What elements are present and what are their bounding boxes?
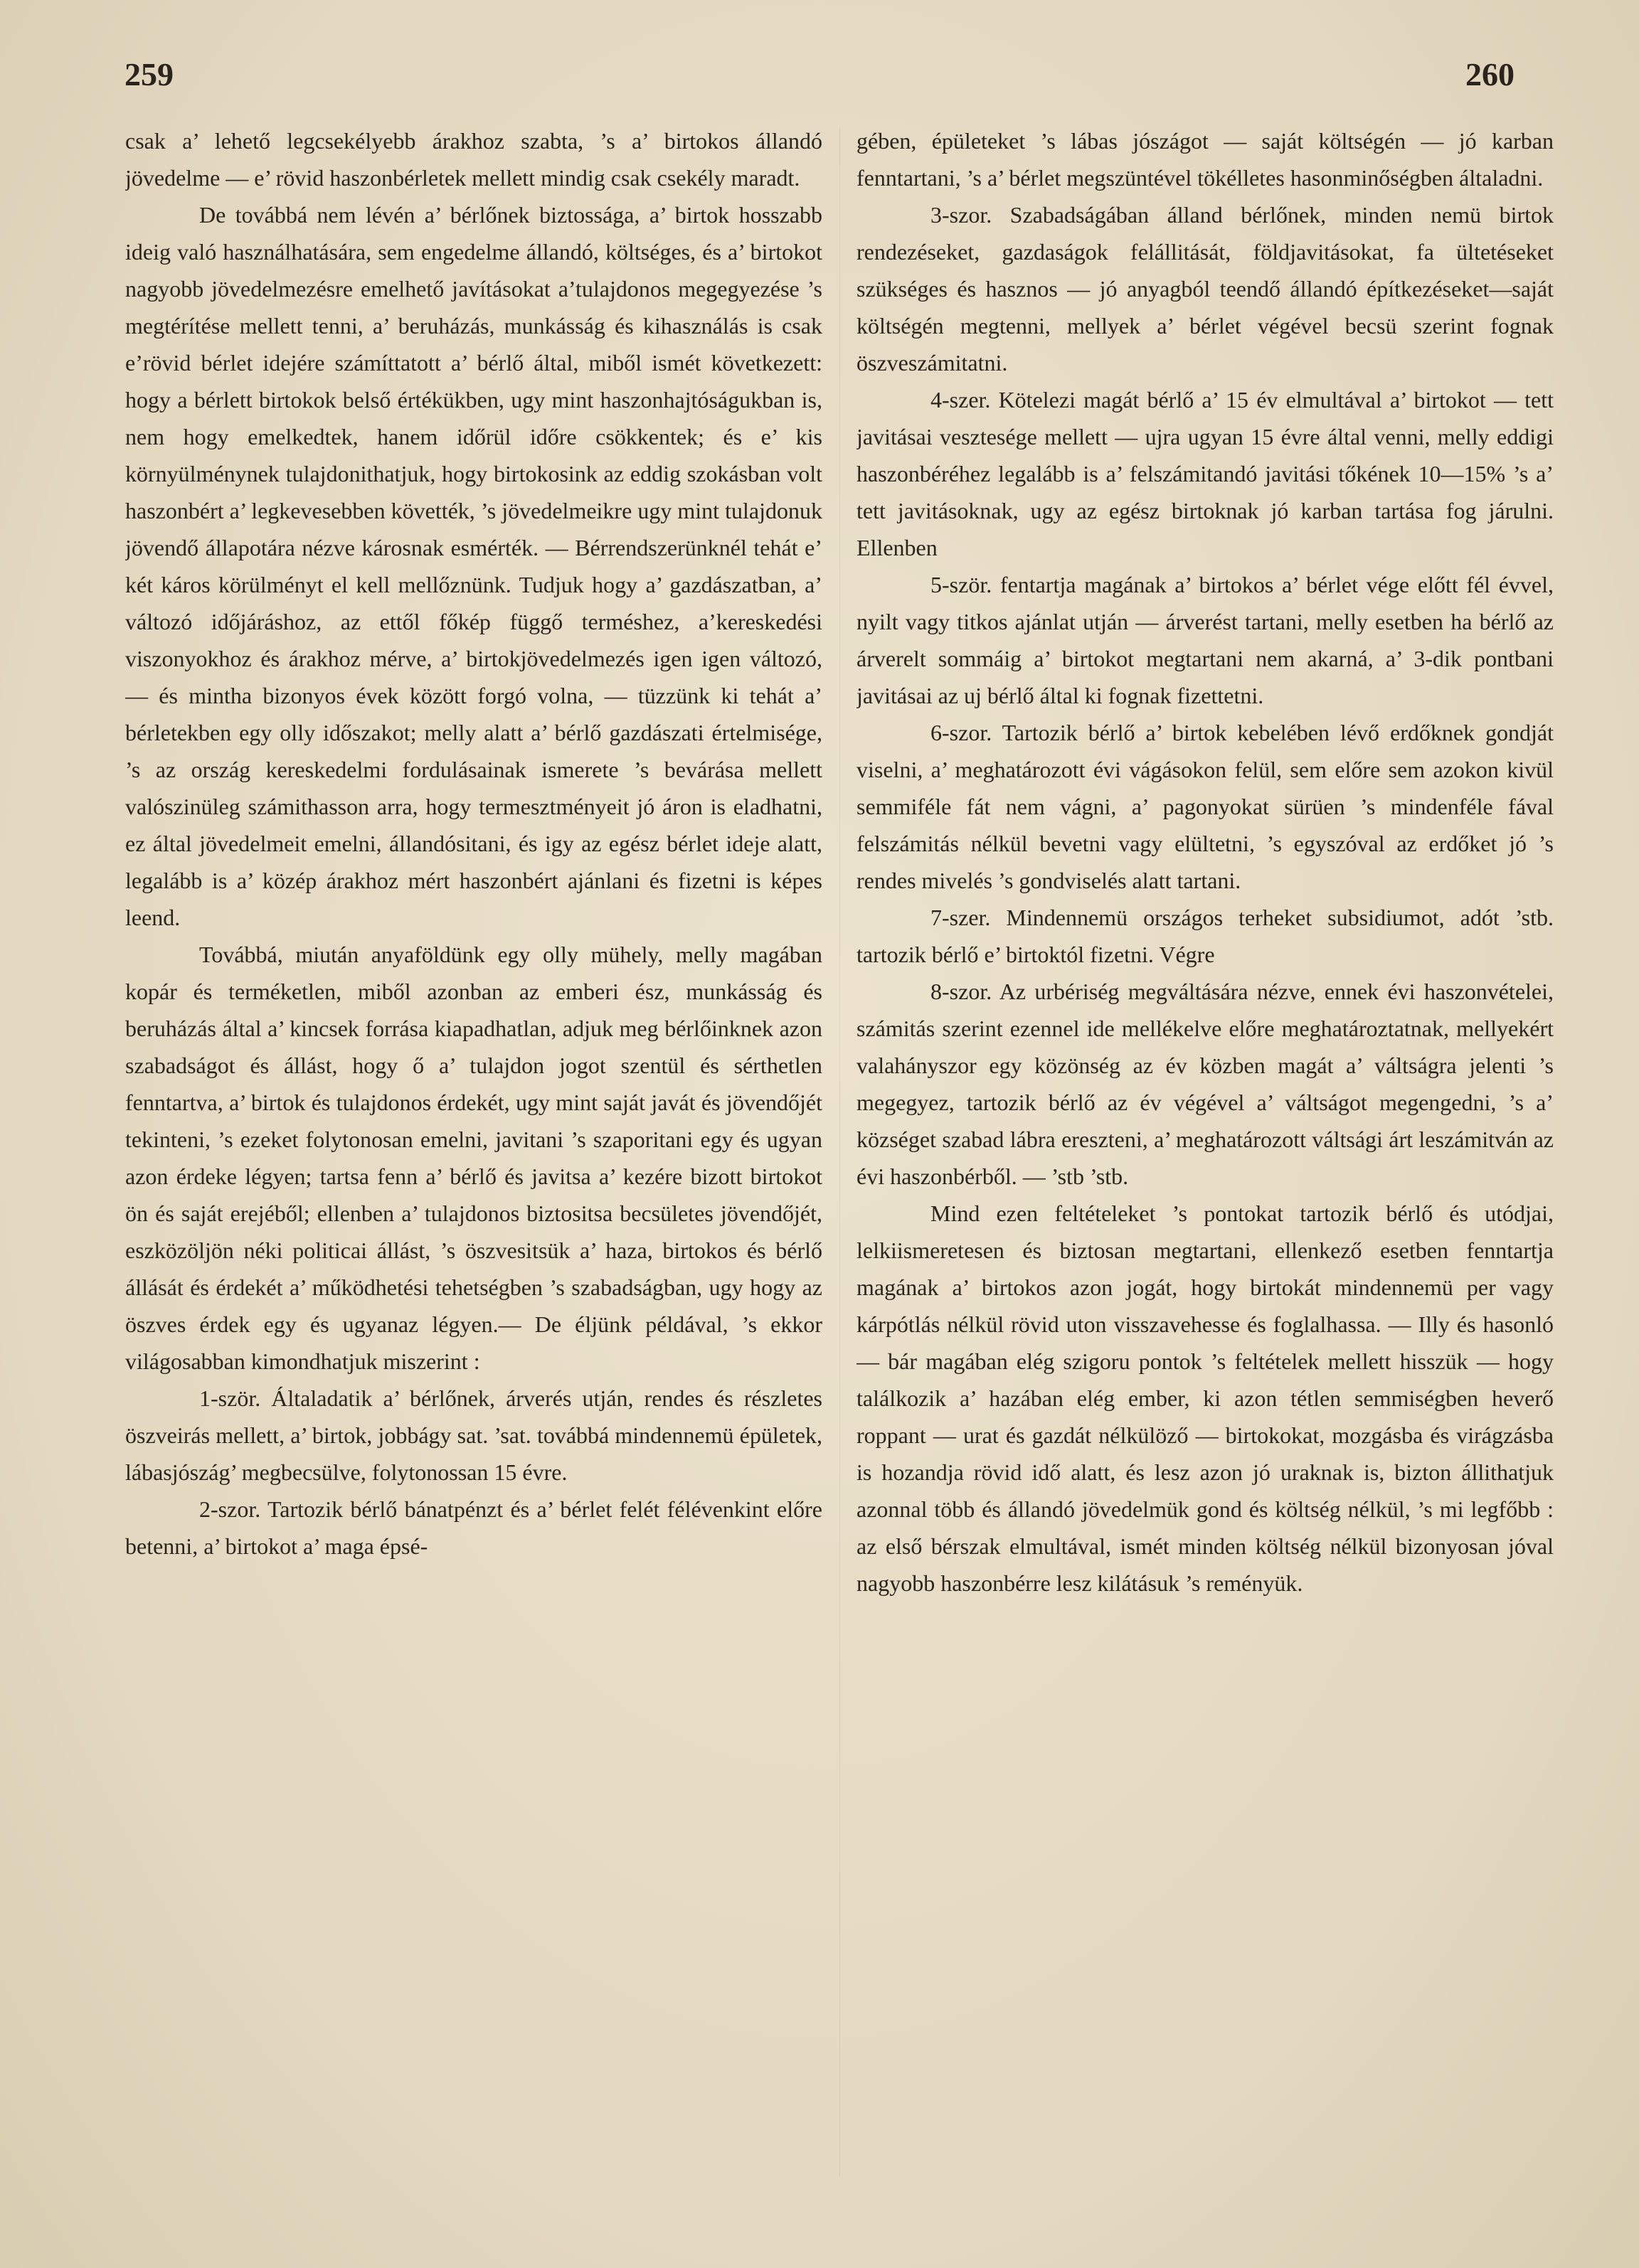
paragraph: 4-szer. Kötelezi magát bérlő a’ 15 év elmultával a’ birtokot — tett javitásai vesztesége mellett — ujra ugyan 15 évre által venni, melly eddigi haszonbéréhez legalább is a’ felszámitandó javitási tőkének 10—15% ’s a’ tett javitásoknak, ugy az egész birtoknak jó karban tartása fog járulni. Ellenben bbox=[856, 387, 1554, 560]
paragraph: 8-szor. Az urbériség megváltására nézve, ennek évi haszonvételei, számitás szerint ezennel ide mellékelve előre meghatároztatnak, mellyekért valahányszor egy közönség az év közben magát a’ váltságra jelenti ’s megegyez, tartozik bérlő az év végével a’ váltságot megengedni, ’s a’ községet szabad lábra ereszteni, a’ meghatározott váltsági árt leszámitván az évi haszonbérből. — ’stb ’stb. bbox=[856, 979, 1554, 1189]
paragraph: 5-ször. fentartja magának a’ birtokos a’ bérlet vége előtt fél évvel, nyilt vagy titkos ajánlat utján — árverést tartani, melly esetben ha bérlő az árverelt sommáig a’ birtokot megtartani nem akarná, a’ 3-dik pontbani javitásai az uj bérlő által ki fognak fizettetni. bbox=[856, 572, 1554, 708]
page-number-left: 259 bbox=[124, 56, 174, 92]
column-gutter bbox=[839, 128, 840, 2176]
paragraph: 1-ször. Általadatik a’ bérlőnek, árverés utján, rendes és részletes öszveirás mellett, a’ birtok, jobbágy sat. ’sat. továbbá mindennemü épületek, lábasjószág’ megbecsülve, folytonossan 15 évre. bbox=[125, 1385, 822, 1485]
paragraph: 2-szor. Tartozik bérlő bánatpénzt és a’ bérlet felét félévenkint előre betenni, a’ birtokot a’ maga épsé- bbox=[125, 1496, 822, 1559]
paragraph: 6-szor. Tartozik bérlő a’ birtok kebelében lévő erdőknek gondját viselni, a’ meghatározott évi vágásokon felül, sem előre sem azokon kivül semmiféle fát nem vágni, a’ pagonyokat sürüen ’s mindenféle fával felszámitás nélkül bevetni vagy elültetni, ’s egyszóval az erdőket jó ’s rendes mivelés ’s gondviselés alatt tartani. bbox=[856, 720, 1554, 893]
paragraph: gében, épületeket ’s lábas jószágot — saját költségén — jó karban fenntartani, ’s a’ bérlet megszüntével tökélletes hasonminőségben általadni. bbox=[856, 128, 1554, 191]
left-text-column bbox=[125, 122, 822, 2185]
page-number-right: 260 bbox=[1465, 56, 1515, 92]
paragraph: 7-szer. Mindennemü országos terheket subsidiumot, adót ’stb. tartozik bérlő e’ birtoktól fizetni. Végre bbox=[856, 905, 1554, 967]
paragraph: Mind ezen feltételeket ’s pontokat tartozik bérlő és utódjai, lelkiismeretesen és biztosan megtartani, ellenkező esetben fenntartja magának a’ birtokos azon jogát, hogy birtokát mindennemü per vagy kárpótlás nélkül rövid uton visszavehesse és foglalhassa. — Illy és hasonló — bár magában elég szigoru pontok ’s feltételek mellett hisszük — hogy találkozik a’ hazában elég ember, ki azon tétlen semmiségben heverő roppant — urat és gazdát nélkülöző — birtokokat, mozgásba és virágzásba is hozandja rövid idő alatt, és lesz azon jó uraknak is, bizton állithatjuk azonnal több és állandó jövedelmük gond és költség nélkül, ’s mi legfőbb : az első bérszak elmultával, ismét minden költség nélkül bizonyosan jóval nagyobb haszonbérre lesz kilátásuk ’s reményük. bbox=[856, 1200, 1554, 1596]
paragraph: De továbbá nem lévén a’ bérlőnek biztossága, a’ birtok hosszabb ideig való használhatására, sem engedelme állandó, költséges, és a’ birtokot nagyobb jövedelmezésre emelhető javításokat a’tulajdonos megegyezése ’s megtérítése mellett tenni, a’ beruházás, munkásság és kihasználás is csak e’rövid bérlet idejére számíttatott a’ bérlő által, miből ismét következett: hogy a bérlett birtokok belső értékükben, ugy mint haszonhajtóságukban is, nem hogy emelkedtek, hanem időrül időre csökkentek; és e’ kis környülménynek tulajdonithatjuk, hogy birtokosink az eddig szokásban volt haszonbért a’ legkevesebben követték, ’s jövedelmeikre ugy mint tulajdonuk jövendő állapotára nézve károsnak esmérték. — Bérrendszerünknél tehát e’ két káros körülményt el kell mellőznünk. Tudjuk hogy a’ gazdászatban, a’ változó időjáráshoz, az ettől főkép függő terméshez, a’kereskedési viszonyokhoz és árakhoz mérve, a’ birtokjövedelmezés igen igen változó, — és mintha bizonyos évek között forgó volna, — tüzzünk ki tehát a’ bérletekben egy olly időszakot; melly alatt a’ bérlő gazdászati értelmisége, ’s az ország kereskedelmi fordulásainak ismerete ’s bevárása mellett valószinüleg számithasson arra, hogy termesztményeit jó áron is eladhatni, ez által jövedelmeit emelni, állandósitani, és igy az egész bérlet ideje alatt, legalább is a’ közép árakhoz mért haszonbért ajánlani és fizetni is képes leend. bbox=[125, 202, 822, 930]
paragraph: 3-szor. Szabadságában álland bérlőnek, minden nemü birtok rendezéseket, gazdaságok felállitását, földjavitásokat, fa ültetéseket szükséges és hasznos — jó anyagból teendő állandó építkezéseket—saját költségén megtenni, mellyek a’ bérlet végével becsü szerint fognak öszveszámitatni. bbox=[856, 202, 1554, 376]
paragraph: Továbbá, miután anyaföldünk egy olly mühely, melly magában kopár és terméketlen, miből azonban az emberi ész, munkásság és beruházás által a’ kincsek forrása kiapadhatlan, adjuk meg bérlőinknek azon szabadságot és állást, hogy ő a’ tulajdon jogot szentül és sérthetlen fenntartva, a’ birtok és tulajdonos érdekét, ugy mint saját javát és jövendőjét tekinteni, ’s ezeket folytonosan emelni, javitani ’s szaporitani egy és ugyan azon érdeke légyen; tartsa fenn a’ bérlő és javitsa a’ kezére bizott birtokot ön és saját erejéből; ellenben a’ tulajdonos biztositsa becsületes jövendőjét, eszközöljön néki politicai állást, ’s öszvesitsük a’ haza, birtokos és bérlő állását és érdekét a’ működhetési tehetségben ’s szabadságban, ugy hogy az öszves érdek egy és ugyanaz légyen.— De éljünk példával, ’s ekkor világosabban kimondhatjuk miszerint : bbox=[125, 942, 822, 1374]
right-text-column bbox=[856, 122, 1554, 2185]
paragraph: csak a’ lehető legcsekélyebb árakhoz szabta, ’s a’ birtokos állandó jövedelme — e’ rövid haszonbérletek mellett mindig csak csekély maradt. bbox=[125, 128, 822, 191]
